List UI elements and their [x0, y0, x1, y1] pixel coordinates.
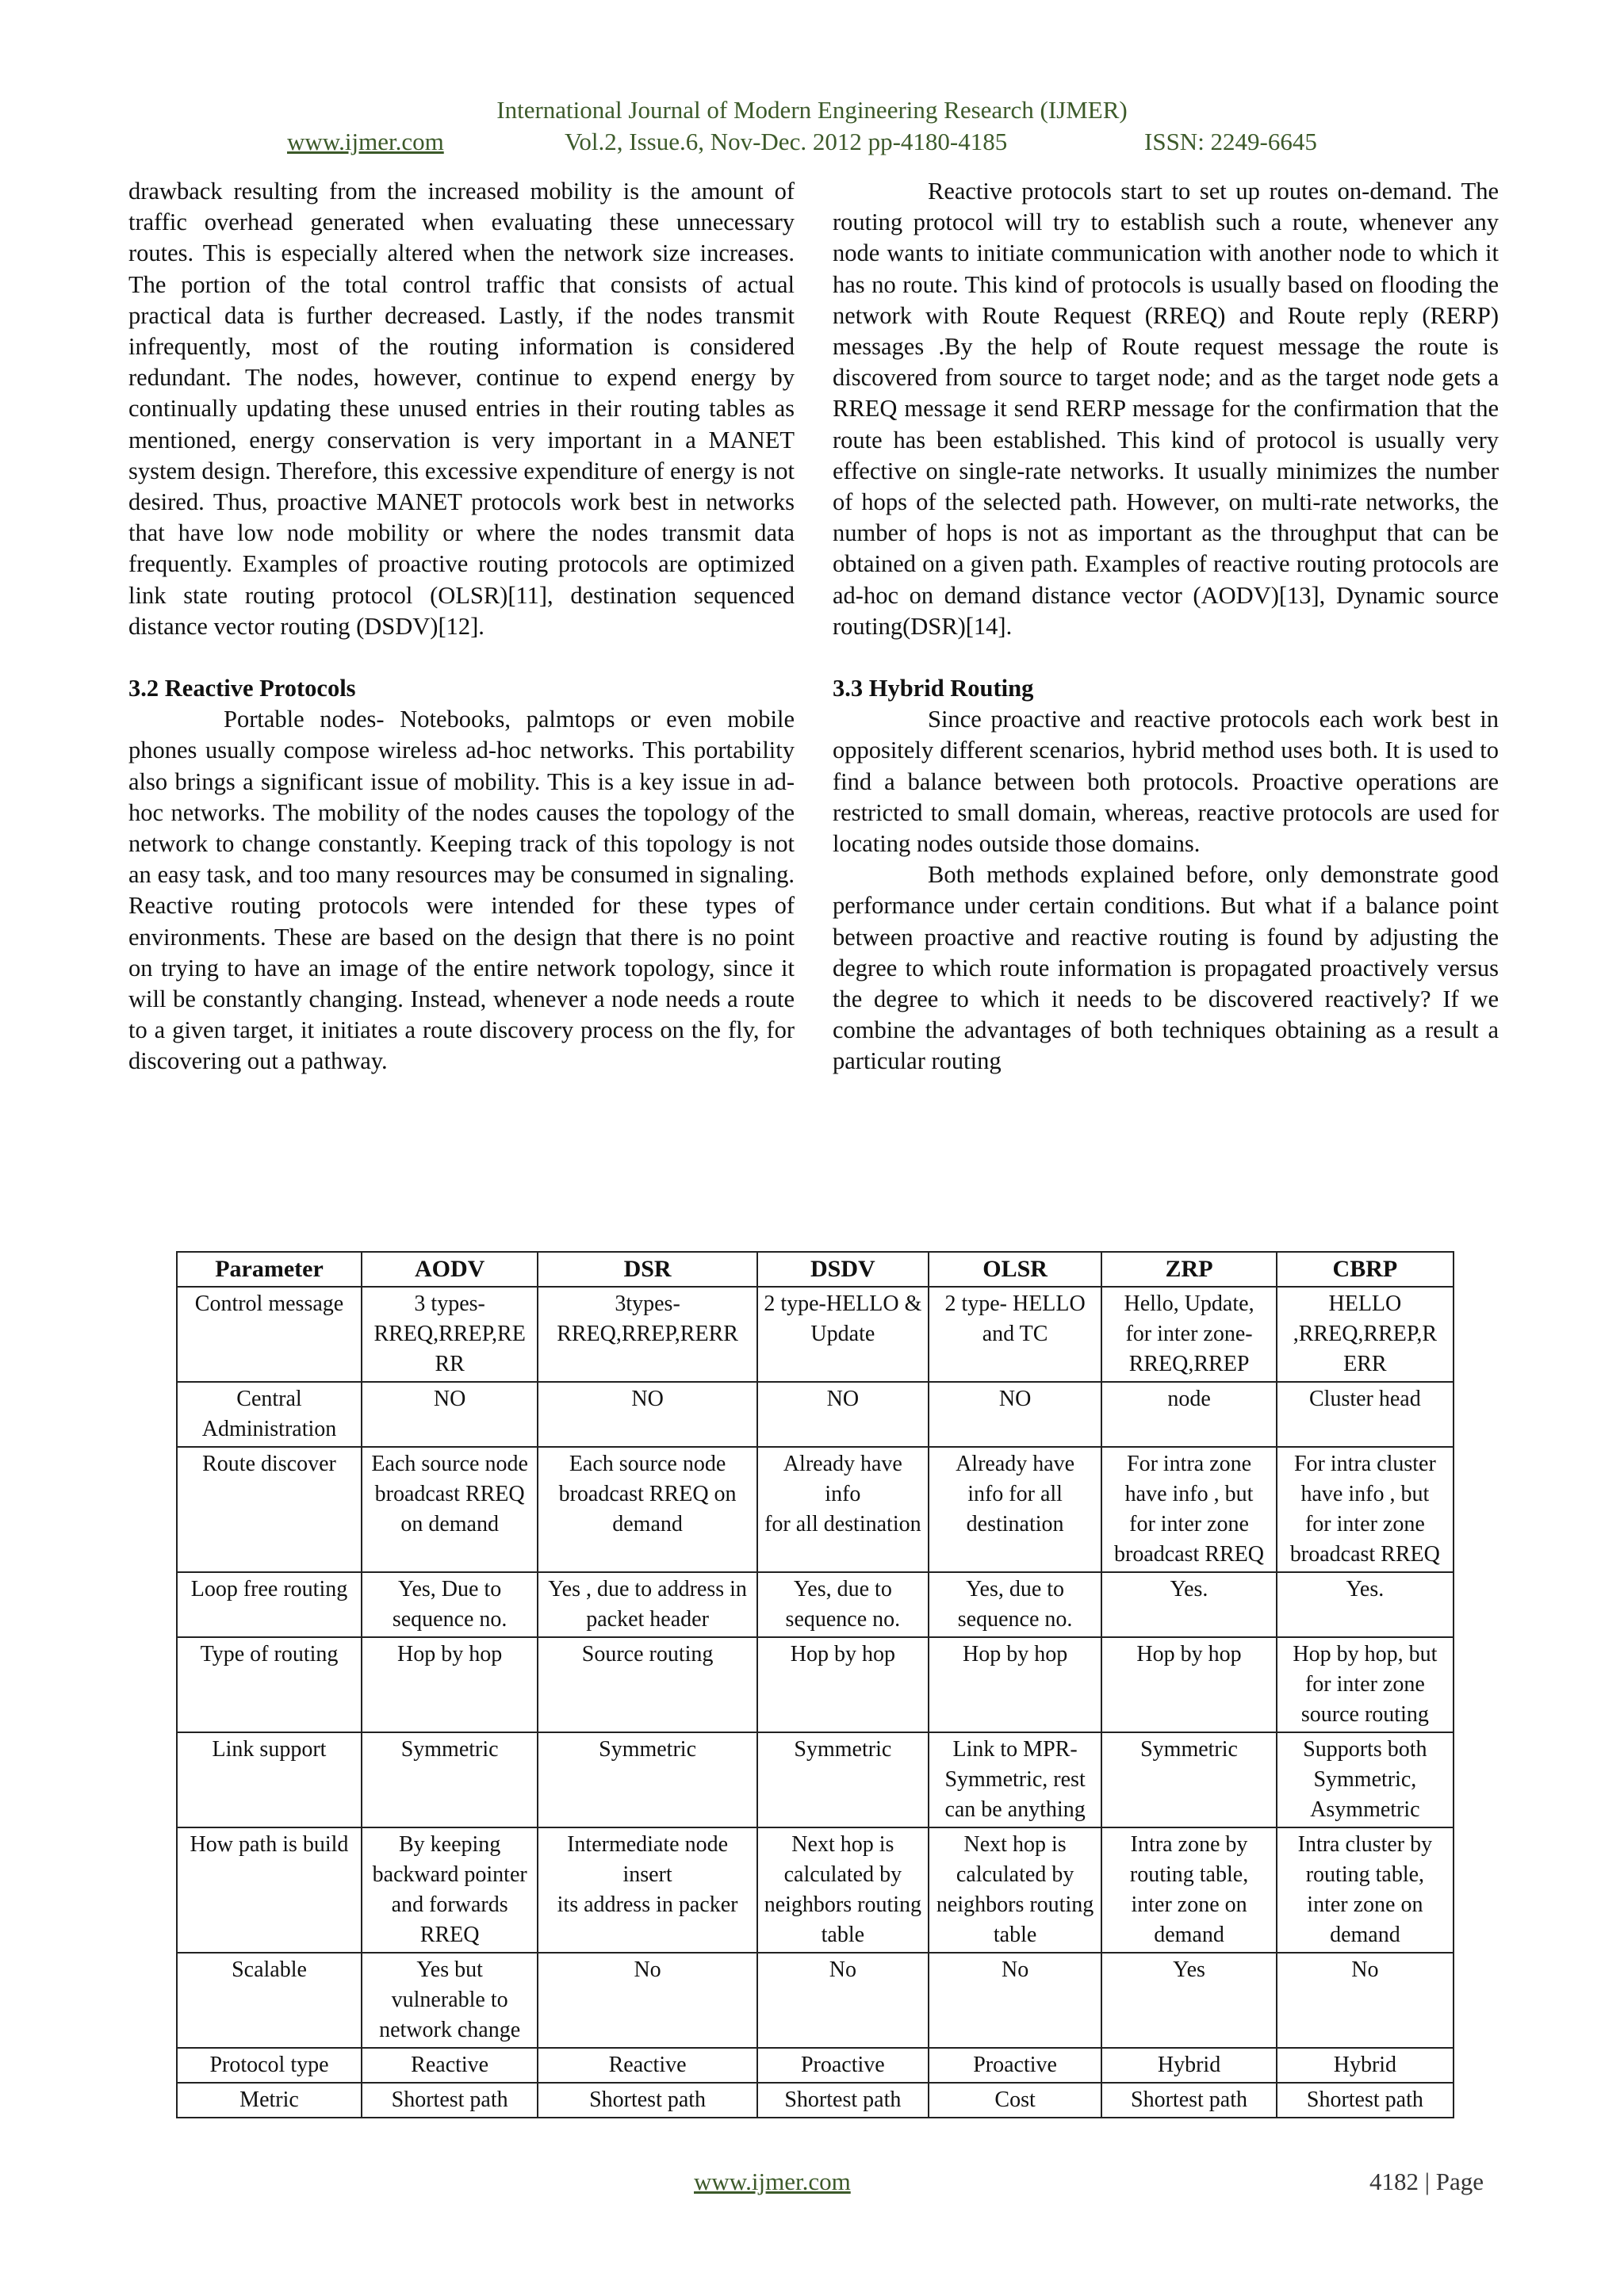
table-header-cell: DSR: [538, 1252, 757, 1287]
table-cell: Yes, Due to sequence no.: [362, 1572, 538, 1637]
table-row: [177, 1732, 1454, 1827]
table-row-label: Protocol type: [177, 2048, 362, 2083]
table-cell: Hybrid: [1101, 2048, 1276, 2083]
table-header-cell: DSDV: [757, 1252, 929, 1287]
table-cell: Reactive: [538, 2048, 757, 2083]
table-cell: Yes , due to address in packet header: [538, 1572, 757, 1637]
table-cell: Reactive: [362, 2048, 538, 2083]
table-cell: 2 type-HELLO & Update: [757, 1287, 929, 1382]
table-header-cell: CBRP: [1277, 1252, 1454, 1287]
table-header-cell: Parameter: [177, 1252, 362, 1287]
table-cell: Yes.: [1277, 1572, 1454, 1637]
table-cell: Yes but vulnerable to network change: [362, 1953, 538, 2048]
table-row-label: Control message: [177, 1287, 362, 1382]
table-cell: Shortest path: [362, 2083, 538, 2118]
right-column: [833, 176, 1499, 1077]
table-cell: Hybrid: [1277, 2048, 1454, 2083]
table-cell: Intra cluster by routing table, inter zone on demand: [1277, 1827, 1454, 1953]
table-cell: Each source node broadcast RREQ on demand: [538, 1447, 757, 1572]
table-cell: 2 type- HELLO and TC: [929, 1287, 1101, 1382]
table-cell: Symmetric: [538, 1732, 757, 1827]
table-cell: Intermediate node insert its address in packer: [538, 1827, 757, 1953]
table-cell: By keeping backward pointer and forwards RREQ: [362, 1827, 538, 1953]
table-cell: Hop by hop: [362, 1637, 538, 1732]
table-cell: Shortest path: [538, 2083, 757, 2118]
section-title-reactive: 3.2 Reactive Protocols: [128, 675, 356, 702]
table-cell: No: [538, 1953, 757, 2048]
table-cell: Yes, due to sequence no.: [757, 1572, 929, 1637]
table-cell: No: [929, 1953, 1101, 2048]
table-row-label: How path is build: [177, 1827, 362, 1953]
table-row: [177, 2048, 1454, 2083]
section-title-hybrid: 3.3 Hybrid Routing: [833, 675, 1034, 702]
table-cell: Intra zone by routing table, inter zone on demand: [1101, 1827, 1276, 1953]
table-cell: For intra zone have info , but for inter zone broadcast RREQ: [1101, 1447, 1276, 1572]
table-row: [177, 1287, 1454, 1382]
table-cell: Hop by hop: [929, 1637, 1101, 1732]
table-header-cell: AODV: [362, 1252, 538, 1287]
table-cell: Proactive: [929, 2048, 1101, 2083]
table-cell: For intra cluster have info , but for inter zone broadcast RREQ: [1277, 1447, 1454, 1572]
table-cell: No: [757, 1953, 929, 2048]
table-cell: Shortest path: [757, 2083, 929, 2118]
table-cell: Proactive: [757, 2048, 929, 2083]
table-cell: Next hop is calculated by neighbors routing table: [757, 1827, 929, 1953]
table-row-label: Scalable: [177, 1953, 362, 2048]
table-cell: node: [1101, 1382, 1276, 1447]
table-cell: Hop by hop: [757, 1637, 929, 1732]
table-row: [177, 1447, 1454, 1572]
table-cell: Yes, due to sequence no.: [929, 1572, 1101, 1637]
table-row: [177, 1827, 1454, 1953]
table-cell: Symmetric: [757, 1732, 929, 1827]
table-header-cell: ZRP: [1101, 1252, 1276, 1287]
table-header-cell: OLSR: [929, 1252, 1101, 1287]
table-cell: No: [1277, 1953, 1454, 2048]
right-paragraph-3: Both methods explained before, only demonstrate good performance under certain conditions. But what if a balance point between proactive and reactive routing is found by adjusting the degree to which route information is propagated proactively versus the degree to which it needs to be discovered reactively? If we combine the advantages of both techniques obtaining as a result a particular routing: [833, 861, 1499, 1075]
table-cell: Symmetric: [1101, 1732, 1276, 1827]
table-cell: 3 types- RREQ,RREP,RE RR: [362, 1287, 538, 1382]
left-paragraph-2: Portable nodes- Notebooks, palmtops or even mobile phones usually compose wireless ad-hoc networks. This portability also brings a significant issue of mobility. This is a key issue in ad-hoc networks. The mobility of the nodes causes the topology of the network to change constantly. Keeping track of this topology is not an easy task, and too many resources may be consumed in signaling. Reactive routing protocols were intended for these types of environments. These are based on the design that there is no point on trying to have an image of the entire network topology, since it will be constantly changing. Instead, whenever a node needs a route to a given target, it initiates a route discovery process on the fly, for discovering out a pathway.: [128, 706, 795, 1075]
table-row-label: Type of routing: [177, 1637, 362, 1732]
table-cell: Hop by hop: [1101, 1637, 1276, 1732]
table-cell: Symmetric: [362, 1732, 538, 1827]
journal-title: International Journal of Modern Engineering Research (IJMER): [496, 96, 1128, 124]
table-cell: Each source node broadcast RREQ on demand: [362, 1447, 538, 1572]
table-cell: Shortest path: [1101, 2083, 1276, 2118]
table-row: [177, 1382, 1454, 1447]
table-cell: HELLO ,RREQ,RREP,R ERR: [1277, 1287, 1454, 1382]
header-url-link[interactable]: www.ijmer.com: [287, 128, 444, 155]
table-cell: Cost: [929, 2083, 1101, 2118]
table-cell: Hop by hop, but for inter zone source routing: [1277, 1637, 1454, 1732]
table-row: [177, 2083, 1454, 2118]
table-cell: NO: [538, 1382, 757, 1447]
table-row: [177, 1637, 1454, 1732]
table-cell: NO: [757, 1382, 929, 1447]
header-volume: Vol.2, Issue.6, Nov-Dec. 2012 pp-4180-4185: [565, 128, 1008, 155]
table-cell: Link to MPR- Symmetric, rest can be anything: [929, 1732, 1101, 1827]
table-cell: NO: [362, 1382, 538, 1447]
table-row: [177, 1953, 1454, 2048]
table-row-label: Central Administration: [177, 1382, 362, 1447]
right-paragraph-1: Reactive protocols start to set up routes on-demand. The routing protocol will try to establish such a route, whenever any node wants to initiate communication with another node to which it has no route. This kind of protocols is usually based on flooding the network with Route Request (RREQ) and Route reply (RERP) messages .By the help of Route request message the route is discovered from source to target node; and as the target node gets a RREQ message it send RERP message for the confirmation that the route has been established. This kind of protocol is usually very effective on single-rate networks. It usually minimizes the number of hops of the selected path. However, on multi-rate networks, the number of hops is not as important as the throughput that can be obtained on a given path. Examples of reactive routing protocols are ad-hoc on demand distance vector (AODV)[13], Dynamic source routing(DSR)[14].: [833, 178, 1499, 640]
table-cell: Yes: [1101, 1953, 1276, 2048]
protocol-comparison-table: [176, 1251, 1454, 2118]
table-row-label: Link support: [177, 1732, 362, 1827]
table-cell: Hello, Update, for inter zone- RREQ,RREP: [1101, 1287, 1276, 1382]
table-cell: Supports both Symmetric, Asymmetric: [1277, 1732, 1454, 1827]
table-cell: 3types- RREQ,RREP,RERR: [538, 1287, 757, 1382]
table-cell: Source routing: [538, 1637, 757, 1732]
left-paragraph-1: drawback resulting from the increased mobility is the amount of traffic overhead generated when evaluating these unnecessary routes. This is especially altered when the network size increases. The portion of the total control traffic that consists of actual practical data is further decreased. Lastly, if the nodes transmit infrequently, most of the routing information is considered redundant. The nodes, however, continue to expend energy by continually updating these unused entries in their routing tables as mentioned, energy conservation is very important in a MANET system design. Therefore, this excessive expenditure of energy is not desired. Thus, proactive MANET protocols work best in networks that have low node mobility or where the nodes transmit data frequently. Examples of proactive routing protocols are optimized link state routing protocol (OLSR)[11], destination sequenced distance vector routing (DSDV)[12].: [128, 178, 795, 640]
table-row-label: Route discover: [177, 1447, 362, 1572]
table-cell: NO: [929, 1382, 1101, 1447]
table-header-row: [177, 1252, 1454, 1287]
table-cell: Already have info for all destination: [929, 1447, 1101, 1572]
table-cell: Cluster head: [1277, 1382, 1454, 1447]
header-issn: ISSN: 2249-6645: [1144, 128, 1317, 155]
table-cell: Yes.: [1101, 1572, 1276, 1637]
table-row-label: Metric: [177, 2083, 362, 2118]
table-cell: Already have info for all destination: [757, 1447, 929, 1572]
table-cell: Shortest path: [1277, 2083, 1454, 2118]
table-row: [177, 1572, 1454, 1637]
left-column: [128, 176, 795, 1077]
footer-page-number: 4182 | Page: [1369, 2168, 1484, 2195]
footer-url-link[interactable]: www.ijmer.com: [694, 2168, 851, 2195]
table-cell: Next hop is calculated by neighbors routing table: [929, 1827, 1101, 1953]
table-row-label: Loop free routing: [177, 1572, 362, 1637]
right-paragraph-2: Since proactive and reactive protocols each work best in oppositely different scenarios, hybrid method uses both. It is used to find a balance between both protocols. Proactive operations are restricted to small domain, whereas, reactive protocols are used for locating nodes outside those domains.: [833, 706, 1499, 858]
